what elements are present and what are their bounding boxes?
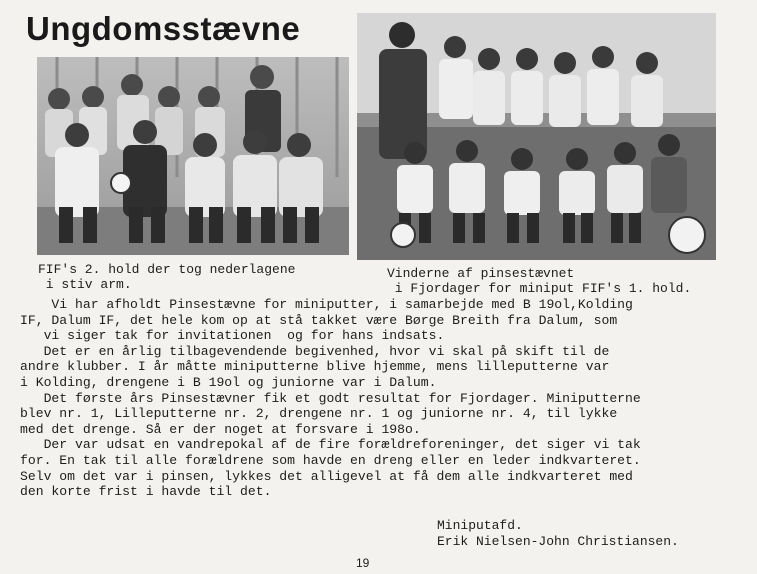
team-2-photo	[37, 57, 349, 255]
article-body	[20, 297, 740, 500]
article-line: med det drenge. Så er der noget at forsvare i 198o.	[20, 421, 421, 437]
team-2-photo-image	[37, 57, 349, 255]
article-line: i Kolding, drengene i B 19ol og juniorne var i Dalum.	[20, 374, 437, 390]
article-line: Det er en årlig tilbagevendende begivenhed, hvor vi skal på skift til de	[20, 343, 610, 359]
article-line: vi siger tak for invitationen og for hans indsats.	[20, 328, 445, 344]
article-line: IF, Dalum IF, det hele kom op at stå takket være Børge Breith fra Dalum, som	[20, 312, 618, 328]
team-1-photo-caption: Vinderne af pinsestævnet i Fjordager for miniput FIF's 1. hold.	[387, 266, 692, 296]
signature-names: Erik Nielsen-John Christiansen.	[437, 534, 679, 549]
signature-department: Miniputafd.	[437, 518, 523, 533]
article-line: Der var udsat en vandrepokal af de fire forældreforeninger, det siger vi tak	[20, 437, 641, 453]
page-headline: Ungdomsstævne	[26, 10, 301, 47]
team-1-photo-image	[357, 13, 716, 260]
article-line: andre klubber. I år måtte miniputterne blive hjemme, mens lilleputterne var	[20, 359, 610, 375]
article-line: Det første års Pinsestævner fik et godt resultat for Fjordager. Miniputterne	[20, 390, 641, 406]
team-1-photo	[357, 13, 716, 260]
article-line: den korte frist i havde til det.	[20, 484, 272, 500]
article-line: for. En tak til alle forældrene som havde en dreng eller en leder indkvarteret.	[20, 452, 641, 468]
article-line: Vi har afholdt Pinsestævne for miniputter, i samarbejde med B 19ol,Kolding	[20, 297, 633, 312]
team-2-photo-caption: FIF's 2. hold der tog nederlagene i stiv arm.	[38, 262, 296, 292]
article-line: Selv om det var i pinsen, lykkes det alligevel at få dem alle indkvarteret med	[20, 468, 633, 484]
page-number: 19	[356, 556, 370, 570]
article-line: blev nr. 1, Lilleputterne nr. 2, drengene nr. 1 og juniorne nr. 4, til lykke	[20, 406, 618, 422]
signature-block	[437, 518, 679, 550]
